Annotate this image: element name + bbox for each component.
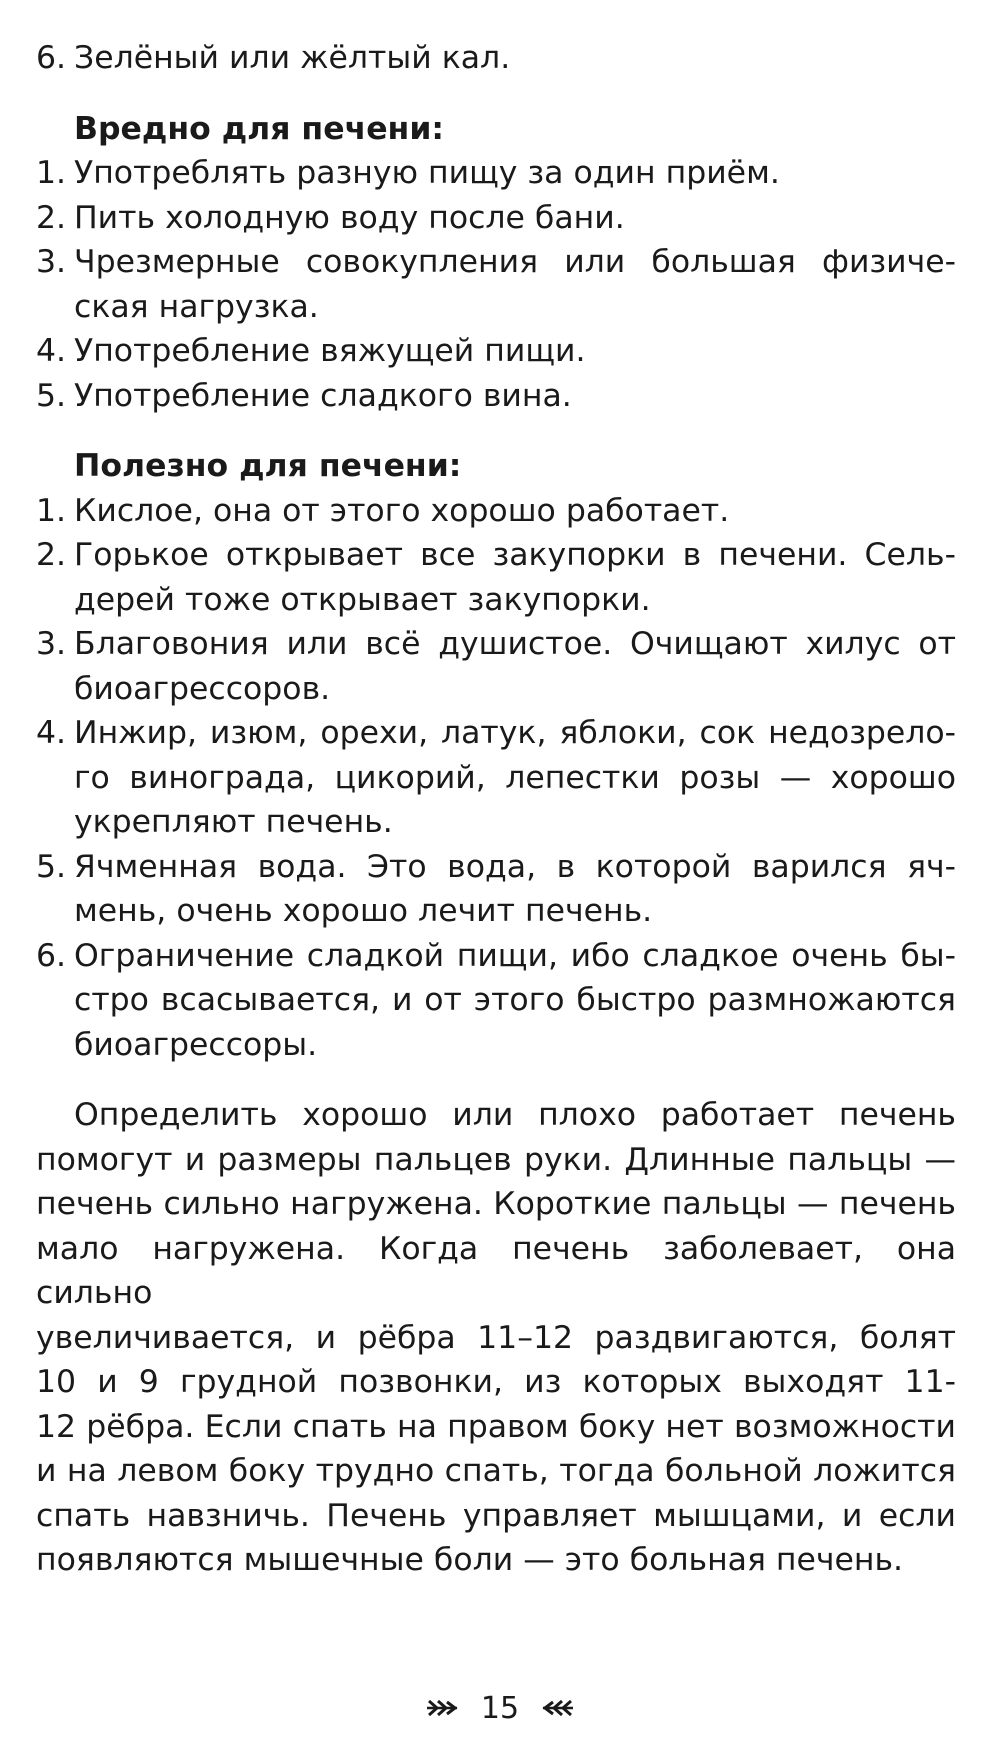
list-number: 5. — [36, 848, 67, 885]
list-number: 5. — [36, 377, 67, 414]
list-number: 2. — [36, 199, 67, 236]
list-item — [36, 845, 956, 890]
list-text-continuation: дерей тоже открывает закупорки. — [74, 581, 651, 618]
list-text: Употреблять разную пищу за один приём. — [74, 155, 780, 191]
paragraph-line: спать навзничь. Печень управляет мышцами, и если — [36, 1497, 956, 1534]
list-text: Кислое, она от этого хорошо работает. — [74, 492, 730, 529]
list-text: Пить холодную воду после бани. — [74, 199, 625, 236]
list-text: Инжир, изюм, орехи, латук, яблоки, сок недозрело- — [74, 715, 956, 751]
paragraph-line: появляются мышечные боли — это больная печень. — [36, 1542, 904, 1578]
list-item — [36, 934, 956, 979]
paragraph-line: 12 рёбра. Если спать на правом боку нет возможности — [36, 1408, 956, 1445]
list-text-continuation: стро всасывается, и от этого быстро размножаются — [74, 982, 956, 1018]
page-footer — [0, 1688, 1000, 1729]
list-number: 6. — [36, 937, 67, 974]
list-item — [36, 711, 956, 756]
list-item — [36, 329, 956, 374]
paragraph-line: 10 и 9 грудной позвонки, из которых выходят 11- — [36, 1364, 956, 1400]
list-text: Чрезмерные совокупления или большая физиче- — [74, 244, 956, 280]
list-text: Ячменная вода. Это вода, в которой варился яч- — [74, 848, 956, 885]
list-text-continuation: биоагрессоры. — [74, 1026, 318, 1063]
paragraph-line: печень сильно нагружена. Короткие пальцы — печень — [36, 1186, 956, 1222]
list-number: 2. — [36, 537, 67, 573]
page-number: 15 — [480, 1690, 520, 1726]
section-heading-harmful: Вредно для печени: — [74, 110, 444, 147]
list-number: 4. — [36, 715, 67, 751]
list-text-continuation: ская нагрузка. — [74, 288, 319, 325]
page-content — [36, 36, 956, 1583]
body-paragraph — [36, 1093, 956, 1583]
right-ornament-icon — [541, 1689, 575, 1729]
list-item — [36, 196, 956, 241]
list-text: Употребление сладкого вина. — [74, 377, 572, 414]
list-text: Употребление вяжущей пищи. — [74, 333, 586, 369]
paragraph-line: и на левом боку трудно спать, тогда больной ложится — [36, 1453, 956, 1489]
list-number: 1. — [36, 492, 67, 529]
left-ornament-icon — [425, 1689, 459, 1729]
harmful-list — [36, 151, 956, 418]
list-text-continuation: биоагрессоров. — [74, 670, 331, 707]
list-text: Горькое открывает все закупорки в печени. Сель- — [74, 537, 956, 573]
section-heading-useful: Полезно для печени: — [74, 448, 462, 484]
paragraph-line: увеличивается, и рёбра 11–12 раздвигаются, болят — [36, 1319, 956, 1356]
list-text: Ограничение сладкой пищи, ибо сладкое очень бы- — [74, 937, 956, 974]
list-number: 4. — [36, 333, 67, 369]
list-item — [36, 374, 956, 419]
list-text-continuation: го винограда, цикорий, лепестки розы — хорошо — [74, 759, 956, 796]
useful-list — [36, 489, 956, 1068]
paragraph-line: мало нагружена. Когда печень заболевает, она сильно — [36, 1230, 956, 1311]
list-text: Благовония или всё душистое. Очищают хилус от — [74, 626, 956, 662]
list-item — [36, 622, 956, 667]
list-text-continuation: мень, очень хорошо лечит печень. — [74, 893, 653, 929]
list-item — [36, 533, 956, 578]
list-text: Зелёный или жёлтый кал. — [74, 40, 511, 76]
list-item — [36, 240, 956, 285]
paragraph-line: Определить хорошо или плохо работает печень — [74, 1097, 956, 1133]
list-item — [36, 489, 956, 534]
list-number: 6. — [36, 40, 67, 76]
list-text-continuation: укрепляют печень. — [74, 804, 393, 840]
list-number: 3. — [36, 244, 67, 280]
list-number: 1. — [36, 155, 67, 191]
list-number: 3. — [36, 626, 67, 662]
list-item — [36, 151, 956, 196]
paragraph-line: помогут и размеры пальцев руки. Длинные пальцы — — [36, 1141, 956, 1178]
list-item — [36, 36, 956, 81]
